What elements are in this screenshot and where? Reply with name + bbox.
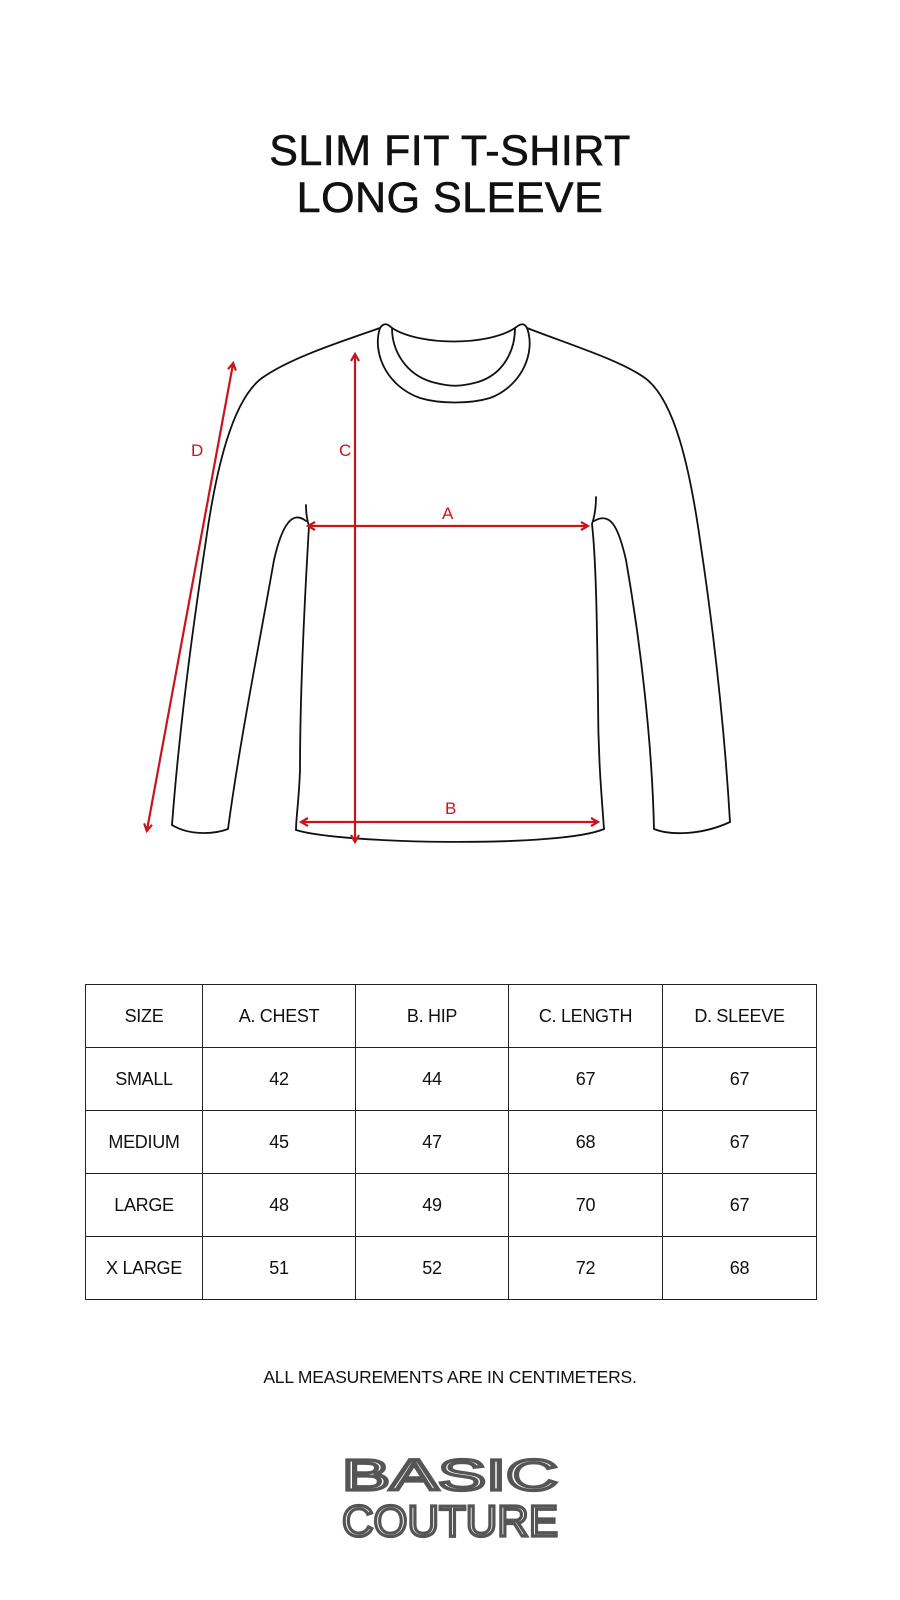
- cell-size: LARGE: [86, 1174, 203, 1237]
- table-row: [86, 1111, 817, 1174]
- cell-size: SMALL: [86, 1048, 203, 1111]
- table-header-row: [86, 985, 817, 1048]
- cell-length: 72: [509, 1237, 663, 1300]
- table-row: [86, 1048, 817, 1111]
- cell-size: MEDIUM: [86, 1111, 203, 1174]
- cell-sleeve: 67: [663, 1174, 817, 1237]
- tshirt-outline: [172, 324, 730, 842]
- measurement-note: ALL MEASUREMENTS ARE IN CENTIMETERS.: [263, 1367, 637, 1387]
- label-c: C: [339, 441, 352, 460]
- measurement-arrows: [147, 355, 597, 841]
- brand-logo: [335, 1452, 565, 1542]
- arrow-d-sleeve: [147, 364, 233, 830]
- cell-chest: 42: [203, 1048, 356, 1111]
- left-sleeve-outer: [172, 328, 380, 825]
- cell-hip: 47: [356, 1111, 509, 1174]
- header-size: SIZE: [86, 985, 203, 1048]
- header-chest: A. CHEST: [203, 985, 356, 1048]
- header-sleeve: D. SLEEVE: [663, 985, 817, 1048]
- left-body-side: [296, 505, 309, 830]
- right-sleeve-inner: [594, 518, 654, 829]
- size-chart-table: [85, 984, 817, 1300]
- table-row: [86, 1237, 817, 1300]
- table-row: [86, 1174, 817, 1237]
- hem: [296, 829, 604, 842]
- cell-chest: 51: [203, 1237, 356, 1300]
- cell-hip: 49: [356, 1174, 509, 1237]
- label-a: A: [442, 504, 454, 523]
- collar-band-outer: [378, 328, 530, 403]
- title-line-2: LONG SLEEVE: [296, 174, 604, 222]
- cell-sleeve: 67: [663, 1048, 817, 1111]
- cell-hip: 52: [356, 1237, 509, 1300]
- cell-size: X LARGE: [86, 1237, 203, 1300]
- left-cuff: [172, 825, 228, 833]
- label-d: D: [191, 441, 204, 460]
- brand-logo-line-2: COUTURE: [342, 1497, 558, 1542]
- label-b: B: [445, 799, 457, 818]
- right-cuff: [654, 822, 730, 833]
- cell-chest: 48: [203, 1174, 356, 1237]
- cell-length: 68: [509, 1111, 663, 1174]
- cell-length: 70: [509, 1174, 663, 1237]
- cell-sleeve: 67: [663, 1111, 817, 1174]
- title-line-1: SLIM FIT T-SHIRT: [269, 127, 631, 175]
- brand-logo-line-1: BASIC: [342, 1452, 558, 1500]
- right-body-side: [592, 497, 604, 829]
- cell-hip: 44: [356, 1048, 509, 1111]
- cell-sleeve: 68: [663, 1237, 817, 1300]
- cell-length: 67: [509, 1048, 663, 1111]
- collar-outer: [380, 324, 527, 341]
- cell-chest: 45: [203, 1111, 356, 1174]
- left-sleeve-inner: [228, 517, 306, 829]
- header-length: C. LENGTH: [509, 985, 663, 1048]
- header-hip: B. HIP: [356, 985, 509, 1048]
